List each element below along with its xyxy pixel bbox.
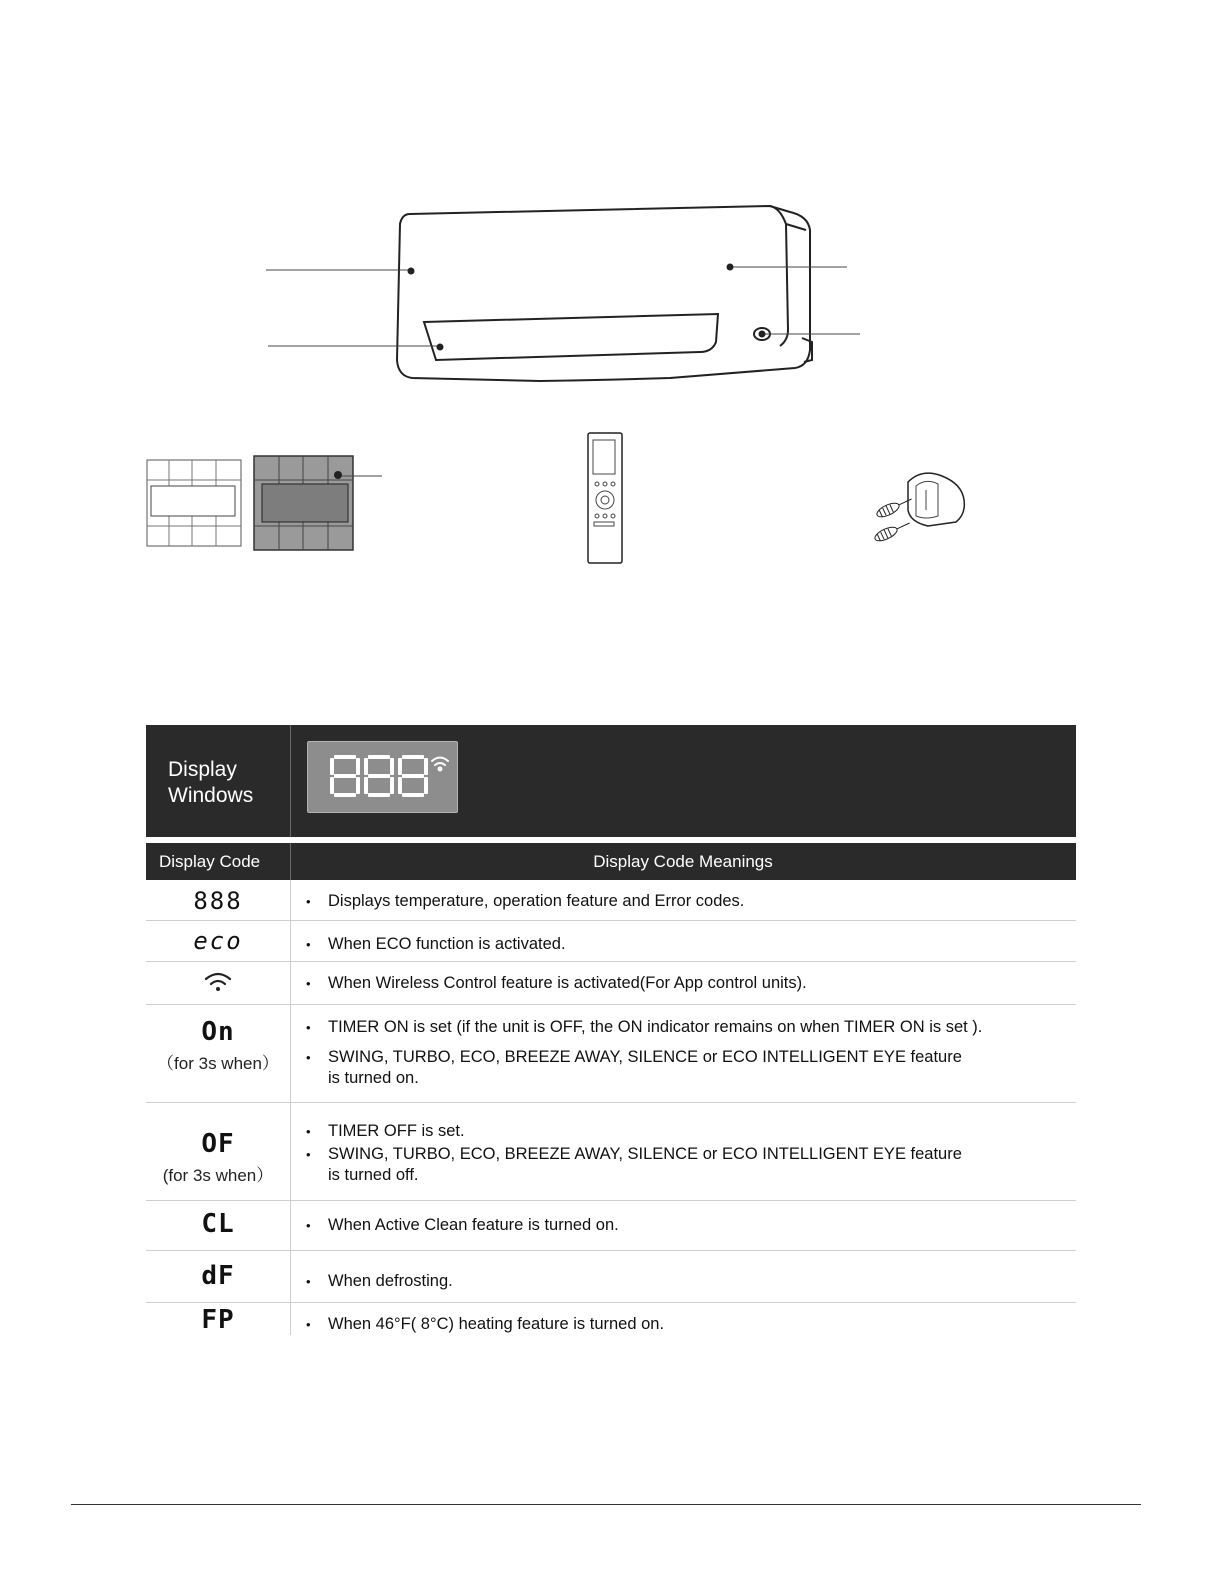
code-cl: CL [201,1209,235,1239]
meaning-item: • TIMER OFF is set. [304,1121,1064,1142]
table-row [146,1251,1076,1303]
col-display-code-meanings: Display Code Meanings [593,852,773,871]
indoor-unit-illustration [260,200,870,390]
display-windows-label: Display Windows [168,758,254,807]
code-eco: eco [193,927,243,955]
meaning-item: • When ECO function is activated. [304,934,566,955]
code-888: 888 [193,887,243,915]
table-row [146,1303,1076,1337]
footer-divider [71,1504,1141,1505]
remote-holder-illustration [866,466,976,548]
code-sub-label: （for 3s when） [157,1054,279,1073]
meaning-item: • When Wireless Control feature is activated(For App control units). [304,973,807,994]
table-row [146,1005,1076,1103]
table-row [146,1103,1076,1201]
code-off: OF [201,1129,235,1159]
lcd-digits [308,742,457,812]
table-row [146,880,1076,921]
meaning-item: • SWING, TURBO, ECO, BREEZE AWAY, SILENCE or ECO INTELLIGENT EYE feature is turned off. [304,1144,968,1186]
meaning-item: • When 46°F( 8°C) heating feature is turned on. [304,1314,664,1335]
display-code-table [146,725,1076,1337]
table-row [146,1201,1076,1251]
code-df: dF [201,1261,235,1291]
table-row [146,921,1076,962]
wifi-icon [432,758,448,771]
display-window-header [146,725,1076,837]
lcd-display-panel [307,741,458,813]
col-display-code: Display Code [159,852,261,871]
meaning-item: • When defrosting. [304,1271,453,1292]
meaning-item: • Displays temperature, operation feature and Error codes. [304,891,744,912]
meaning-item: • TIMER ON is set (if the unit is OFF, the ON indicator remains on when TIMER ON is set ). [304,1017,1064,1038]
code-fp: FP [201,1305,235,1335]
wifi-icon [203,970,233,994]
column-header-row [146,843,1076,880]
table-row [146,962,1076,1005]
code-on: On [201,1017,235,1047]
meaning-item: • SWING, TURBO, ECO, BREEZE AWAY, SILENCE or ECO INTELLIGENT EYE feature is turned on. [304,1047,968,1089]
meaning-item: • When Active Clean feature is turned on. [304,1215,619,1236]
remote-control-illustration [586,432,626,566]
code-sub-label: (for 3s when） [162,1166,274,1185]
air-filter-illustration [144,452,384,552]
